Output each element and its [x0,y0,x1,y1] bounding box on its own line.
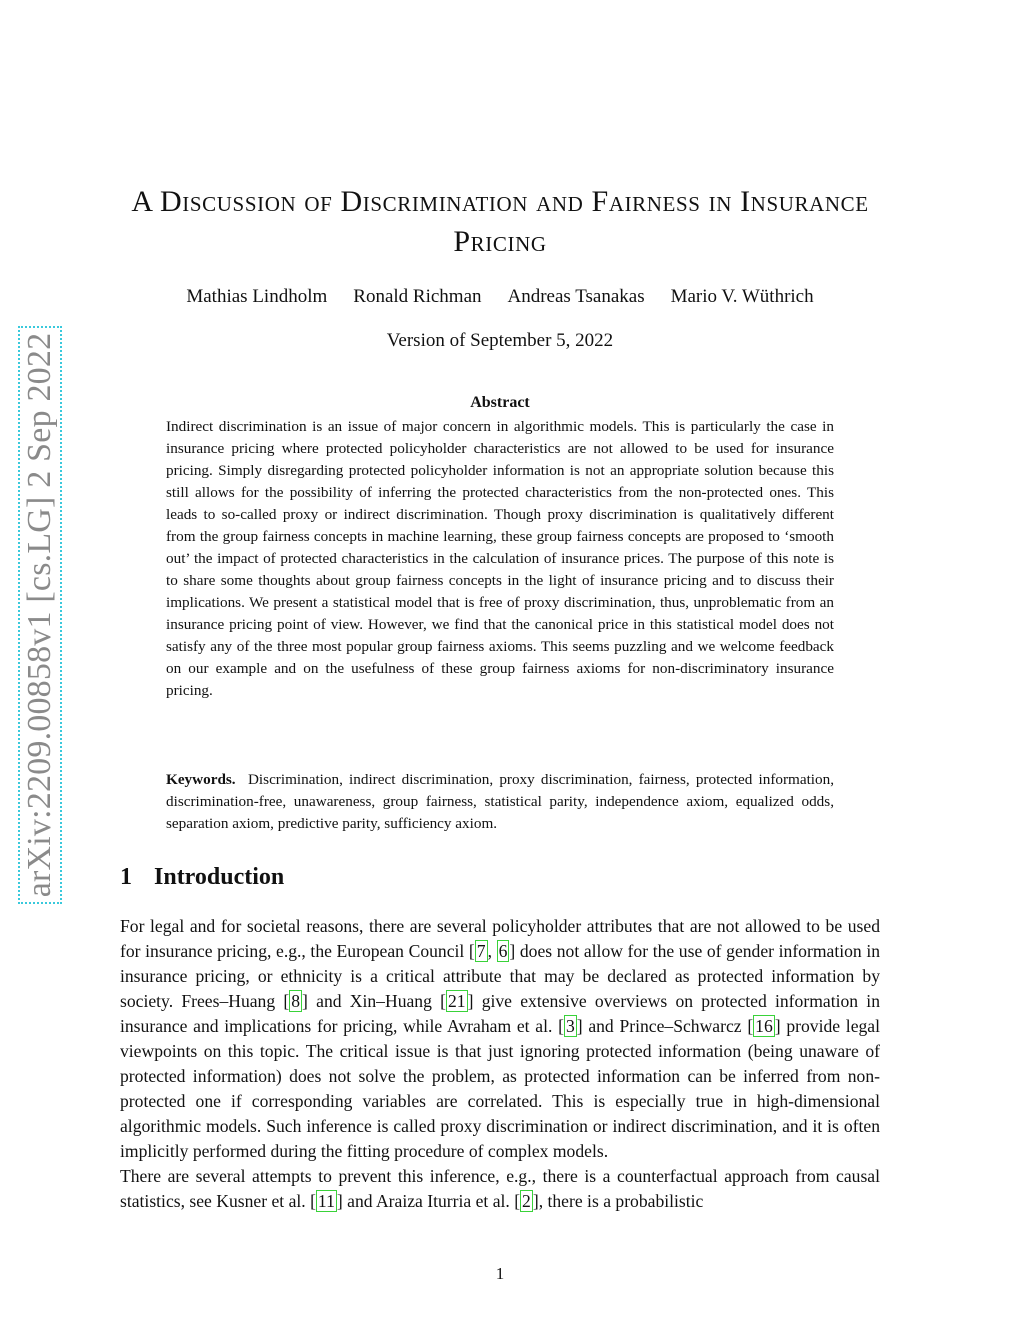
text-run: , there is a probabilistic [538,1191,704,1211]
citation-link[interactable]: 11 [317,1191,335,1211]
citation-link[interactable]: 21 [448,991,466,1011]
citation-link[interactable]: 7 [476,941,486,961]
keywords-paragraph [166,769,834,835]
citation-link[interactable]: 8 [291,991,301,1011]
author-name: Andreas Tsanakas [507,286,645,307]
intro-paragraph-1: For legal and for societal reasons, there are several policyholder attributes that are not allowed to be used for insurance pricing, e.g., the European Council [ 7 , 6 ] does not allow for the use of gender information in insurance pricing, or ethnicity is a critical attribute that may be declared as protected information by society. Frees–Huang [ 8 ] and Xin–Huang [ 21 ] give extensive overviews on protected information in insurance and implications for pricing, while Avraham et al. [ 3 ] and Prince–Schwarcz [ 16 ] provide legal viewpoints on this topic. The critical issue is that just ignoring protected information (being unaware of protected information) does not solve the problem, as protected information can be inferred from non-protected one if corresponding variables are correlated. This is especially true in high-dimensional algorithmic models. Such inference is called proxy discrimination or indirect discrimination, and it is often implicitly performed during the fitting procedure of complex models. [120,916,881,1161]
citation-link[interactable]: 6 [498,941,508,961]
section-number: 1 [120,864,132,890]
author-list [120,286,880,308]
page-number: 1 [495,1264,505,1283]
abstract-heading: Abstract [470,394,530,411]
section-heading [120,864,284,891]
version-date: Version of September 5, 2022 [386,330,614,351]
arxiv-sidebar-stamp [18,326,62,904]
author-name: Mario V. Wüthrich [670,286,814,307]
abstract-text: Indirect discrimination is an issue of major concern in algorithmic models. This is particularly the case in insurance pricing where protected policyholder characteristics are not allowed to be used for insurance pricing. Simply disregarding protected policyholder information is not an appropriate solution because this still allows for the possibility of inferring the protected characteristics from the non-protected ones. This leads to so-called proxy or indirect discrimination. Though proxy discrimination is qualitatively different from the group fairness concepts in machine learning, these group fairness concepts are proposed to ‘smooth out’ the impact of protected characteristics in the calculation of insurance prices. The purpose of this note is to share some thoughts about group fairness concepts in the light of insurance pricing and to discuss their implications. We present a statistical model that is free of proxy discrimination, thus, unproblematic from an insurance pricing point of view. However, we find that the canonical price in this statistical model does not satisfy any of the three most popular group fairness axioms. This seems puzzling and we welcome feedback on our example and on the usefulness of these group fairness axioms for non-discriminatory insurance pricing. [166,418,834,699]
text-run: provide legal viewpoints on this topic. The critical issue is that just ignoring protected information (being unaware of protected information) does not solve the problem, as protected information can be inferred from non-protected one if corresponding variables are correlated. This is especially true in high-dimensional algorithmic models. Such inference is called proxy discrimination or indirect discrimination, and it is often implicitly performed during the fitting procedure of complex models. [120,1016,880,1161]
text-run: For legal and for societal reasons, there are several policyholder attributes that are not allowed to be used for insurance pricing, e.g., the European Council [120,916,880,961]
citation-link[interactable]: 3 [565,1016,575,1036]
text-run: There are several attempts to prevent this inference, e.g., there is a counterfactual approach from causal statistics, see Kusner et al. [120,1166,880,1211]
introduction-body [120,914,880,1214]
text-run: and Araiza Iturria et al. [342,1191,515,1211]
citation-link[interactable]: 16 [755,1016,773,1036]
citation-link[interactable]: 2 [522,1191,531,1211]
arxiv-identifier: arXiv:2209.00858v1 [cs.LG] 2 Sep 2022 [21,332,58,898]
text-run: does not allow for the use of gender information in insurance pricing, or ethnicity is a critical attribute that may be declared as protected information by society. Frees–Huang [120,941,881,1011]
text-run: and Prince–Schwarcz [582,1016,748,1036]
text-run: and Xin–Huang [307,991,441,1011]
author-name: Ronald Richman [353,286,482,307]
author-name: Mathias Lindholm [186,286,328,307]
keywords-text: Discrimination, indirect discrimination, proxy discrimination, fairness, protected information, discrimination-free, unawareness, group fairness, statistical parity, independence axiom, equalized odds, separation axiom, predictive parity, sufficiency axiom. [166,771,835,832]
paper-title: A Discussion of Discrimination and Fairness in Insurance Pricing [131,185,869,258]
text-run: give extensive overviews on protected information in insurance and implications for pricing, while Avraham et al. [120,991,880,1036]
section-title: Introduction [154,864,285,890]
intro-paragraph-2: There are several attempts to prevent this inference, e.g., there is a counterfactual approach from causal statistics, see Kusner et al. [ 11 ] and Araiza Iturria et al. [ 2 ], there is a probabilistic [120,1166,880,1211]
text-run: , [487,941,497,961]
keywords-label: Keywords. [166,771,236,788]
